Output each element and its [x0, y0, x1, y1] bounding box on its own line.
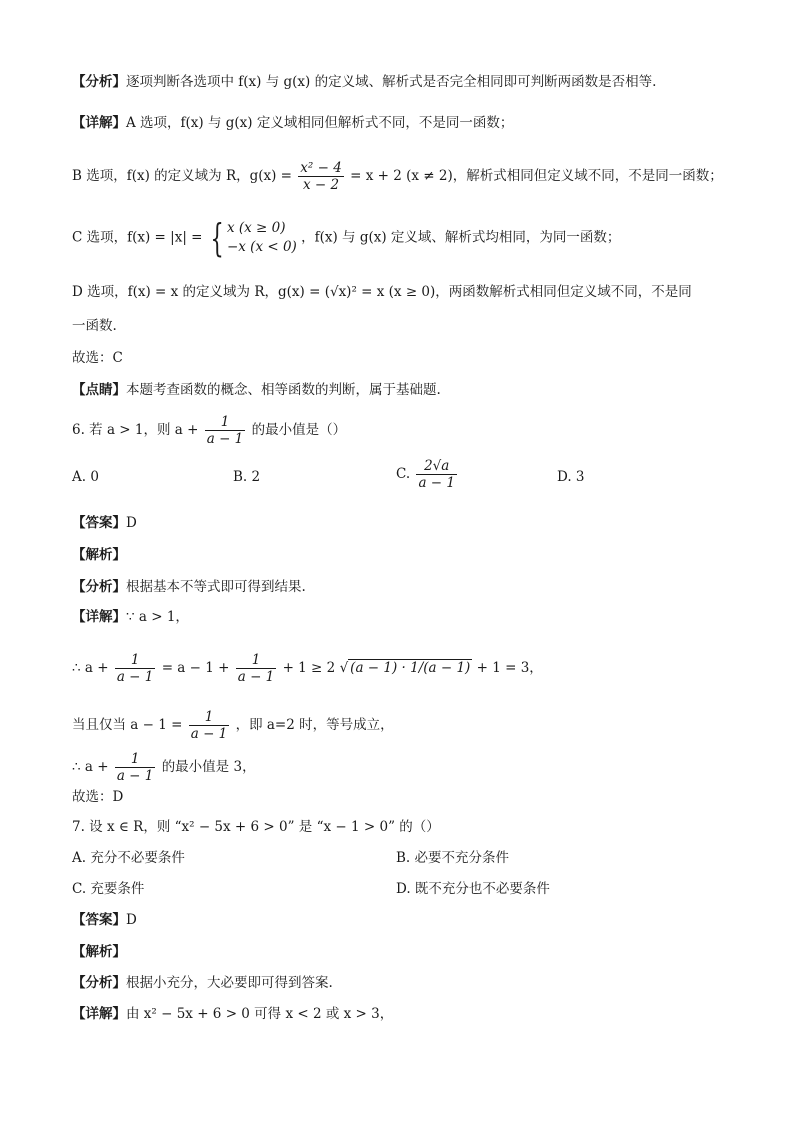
fraction-numerator: 1 [189, 709, 230, 726]
q6-analysis-text: 根据基本不等式即可得到结果. [126, 579, 306, 595]
q7-analysis-text: 根据小充分，大必要即可得到答案. [126, 975, 333, 991]
q5-d-text: D 选项，f(x) = x 的定义域为 R，g(x) = (√x)² = x (x ≥ 0)，两函数解析式相同但定义域不同，不是同 [72, 284, 692, 300]
q5-answer-line [72, 348, 123, 368]
min-prefix: ∴ a + [72, 759, 109, 775]
q6-choose-line [72, 787, 123, 807]
case-2: −x (x < 0) [226, 239, 297, 255]
q6-analysis-line [72, 577, 306, 597]
q5-detail-a-line [72, 113, 513, 133]
q5-detail-tag: 【详解】 [72, 115, 126, 131]
q6-option-a: A. 0 [72, 469, 99, 485]
q6-detail-text: ∵ a > 1， [126, 609, 189, 625]
q6-option-c [396, 458, 459, 491]
q5-option-a-text: A 选项，f(x) 与 g(x) 定义域相同但解析式不同，不是同一函数； [126, 115, 514, 131]
q5-option-b-line [72, 160, 723, 193]
q6-detail-tag: 【详解】 [72, 609, 126, 625]
fraction-denominator: a − 1 [237, 669, 275, 685]
cond-suffix: ，即 a=2 时，等号成立， [235, 717, 394, 733]
q7-answer-tag: 【答案】 [72, 912, 126, 928]
q6-answer-line [72, 513, 137, 533]
q6-answer: D [126, 515, 137, 531]
eq-part-1: ∴ a + [72, 660, 109, 676]
q7-answer: D [126, 912, 137, 928]
min-fraction [115, 751, 156, 784]
fraction-denominator: a − 1 [116, 669, 154, 685]
q6-option-b: B. 2 [233, 469, 261, 485]
q6-option-c-label: C. [396, 466, 411, 482]
min-suffix: 的最小值是 3， [161, 759, 256, 775]
eq-fraction-2 [236, 652, 277, 685]
q6-stem-prefix: 6. 若 a > 1，则 a + [72, 422, 199, 438]
q5-b-suffix: = x + 2 (x ≠ 2)，解析式相同但定义域不同，不是同一函数； [350, 168, 723, 184]
left-brace: { [210, 216, 224, 260]
fraction-numerator: 2√a [416, 458, 457, 475]
q5-analysis-tag: 【分析】 [72, 74, 126, 90]
q7-option-b: B. 必要不充分条件 [396, 850, 510, 866]
case-1: x (x ≥ 0) [226, 220, 286, 236]
piecewise-cases [227, 219, 297, 257]
q5-option-c-line [72, 218, 620, 258]
q7-answer-line [72, 910, 137, 930]
q5-c-prefix: C 选项，f(x) = |x| = [72, 229, 203, 246]
q6-answer-tag: 【答案】 [72, 515, 126, 531]
fraction-denominator: x − 2 [303, 177, 340, 193]
q5-d-text-cont: 一函数. [72, 318, 117, 334]
fraction-numerator: 1 [236, 652, 277, 669]
q5-comment-line [72, 380, 441, 400]
q6-stem-fraction [205, 414, 246, 447]
q5-analysis-line [72, 72, 656, 92]
q5-c-suffix: ，f(x) 与 g(x) 定义域、解析式均相同，为同一函数； [301, 229, 621, 246]
q7-analysis-line [72, 973, 333, 993]
q6-stem [72, 414, 346, 447]
q5-comment-tag: 【点睛】 [72, 382, 126, 398]
q6-choose: 故选：D [72, 789, 124, 805]
q5-option-d-line2 [72, 316, 117, 336]
q7-option-c: C. 充要条件 [72, 881, 145, 897]
q7-option-a: A. 充分不必要条件 [72, 850, 185, 866]
q6-detail-line [72, 607, 189, 627]
eq-part-4: + 1 = 3， [476, 660, 543, 676]
eq-root-content: (a − 1) · 1/(a − 1) [350, 660, 471, 676]
q7-stem-text: 7. 设 x ∈ R，则 “x² − 5x + 6 > 0” 是 “x − 1 > 0” 的（） [72, 819, 440, 835]
q5-b-prefix: B 选项，f(x) 的定义域为 R，g(x) = [72, 168, 292, 184]
q5-answer: 故选：C [72, 350, 123, 366]
q6-stem-suffix: 的最小值是（） [251, 422, 347, 438]
fraction-numerator: 1 [205, 414, 246, 431]
q7-stem [72, 817, 440, 837]
radical-sign: √ [339, 660, 349, 676]
eq-fraction-1 [115, 652, 156, 685]
cond-fraction [189, 709, 230, 742]
q7-parse-line [72, 942, 126, 962]
fraction-denominator: a − 1 [418, 475, 455, 491]
fraction-numerator: 1 [115, 751, 156, 768]
q7-detail-text: 由 x² − 5x + 6 > 0 可得 x < 2 或 x > 3， [126, 1006, 394, 1022]
q5-option-d-line [72, 282, 692, 302]
fraction-numerator: 1 [115, 652, 156, 669]
q6-minimum-line [72, 751, 256, 784]
q7-option-d: D. 既不充分也不必要条件 [396, 881, 550, 897]
fraction-denominator: a − 1 [206, 431, 244, 447]
q6-condition-line [72, 709, 394, 742]
q6-inequality-line [72, 652, 543, 685]
q5-comment-text: 本题考查函数的概念、相等函数的判断，属于基础题. [126, 382, 441, 398]
q7-detail-line [72, 1004, 393, 1024]
q7-analysis-tag: 【分析】 [72, 975, 126, 991]
q6-option-d: D. 3 [557, 469, 585, 485]
q6-option-c-fraction [416, 458, 457, 491]
q7-parse-tag: 【解析】 [72, 944, 126, 960]
fraction-numerator: x² − 4 [300, 160, 342, 176]
q6-parse-tag: 【解析】 [72, 547, 126, 563]
q5-analysis-text: 逐项判断各选项中 f(x) 与 g(x) 的定义域、解析式是否完全相同即可判断两函数是否相等. [126, 74, 657, 90]
fraction-denominator: a − 1 [190, 726, 228, 742]
q6-parse-line [72, 545, 126, 565]
eq-part-3: + 1 ≥ 2 [282, 660, 336, 676]
q7-detail-tag: 【详解】 [72, 1006, 126, 1022]
cond-prefix: 当且仅当 a − 1 = [72, 717, 183, 733]
q6-analysis-tag: 【分析】 [72, 579, 126, 595]
eq-part-2: = a − 1 + [161, 660, 230, 676]
q5-b-fraction [298, 160, 344, 193]
fraction-denominator: a − 1 [116, 768, 154, 784]
